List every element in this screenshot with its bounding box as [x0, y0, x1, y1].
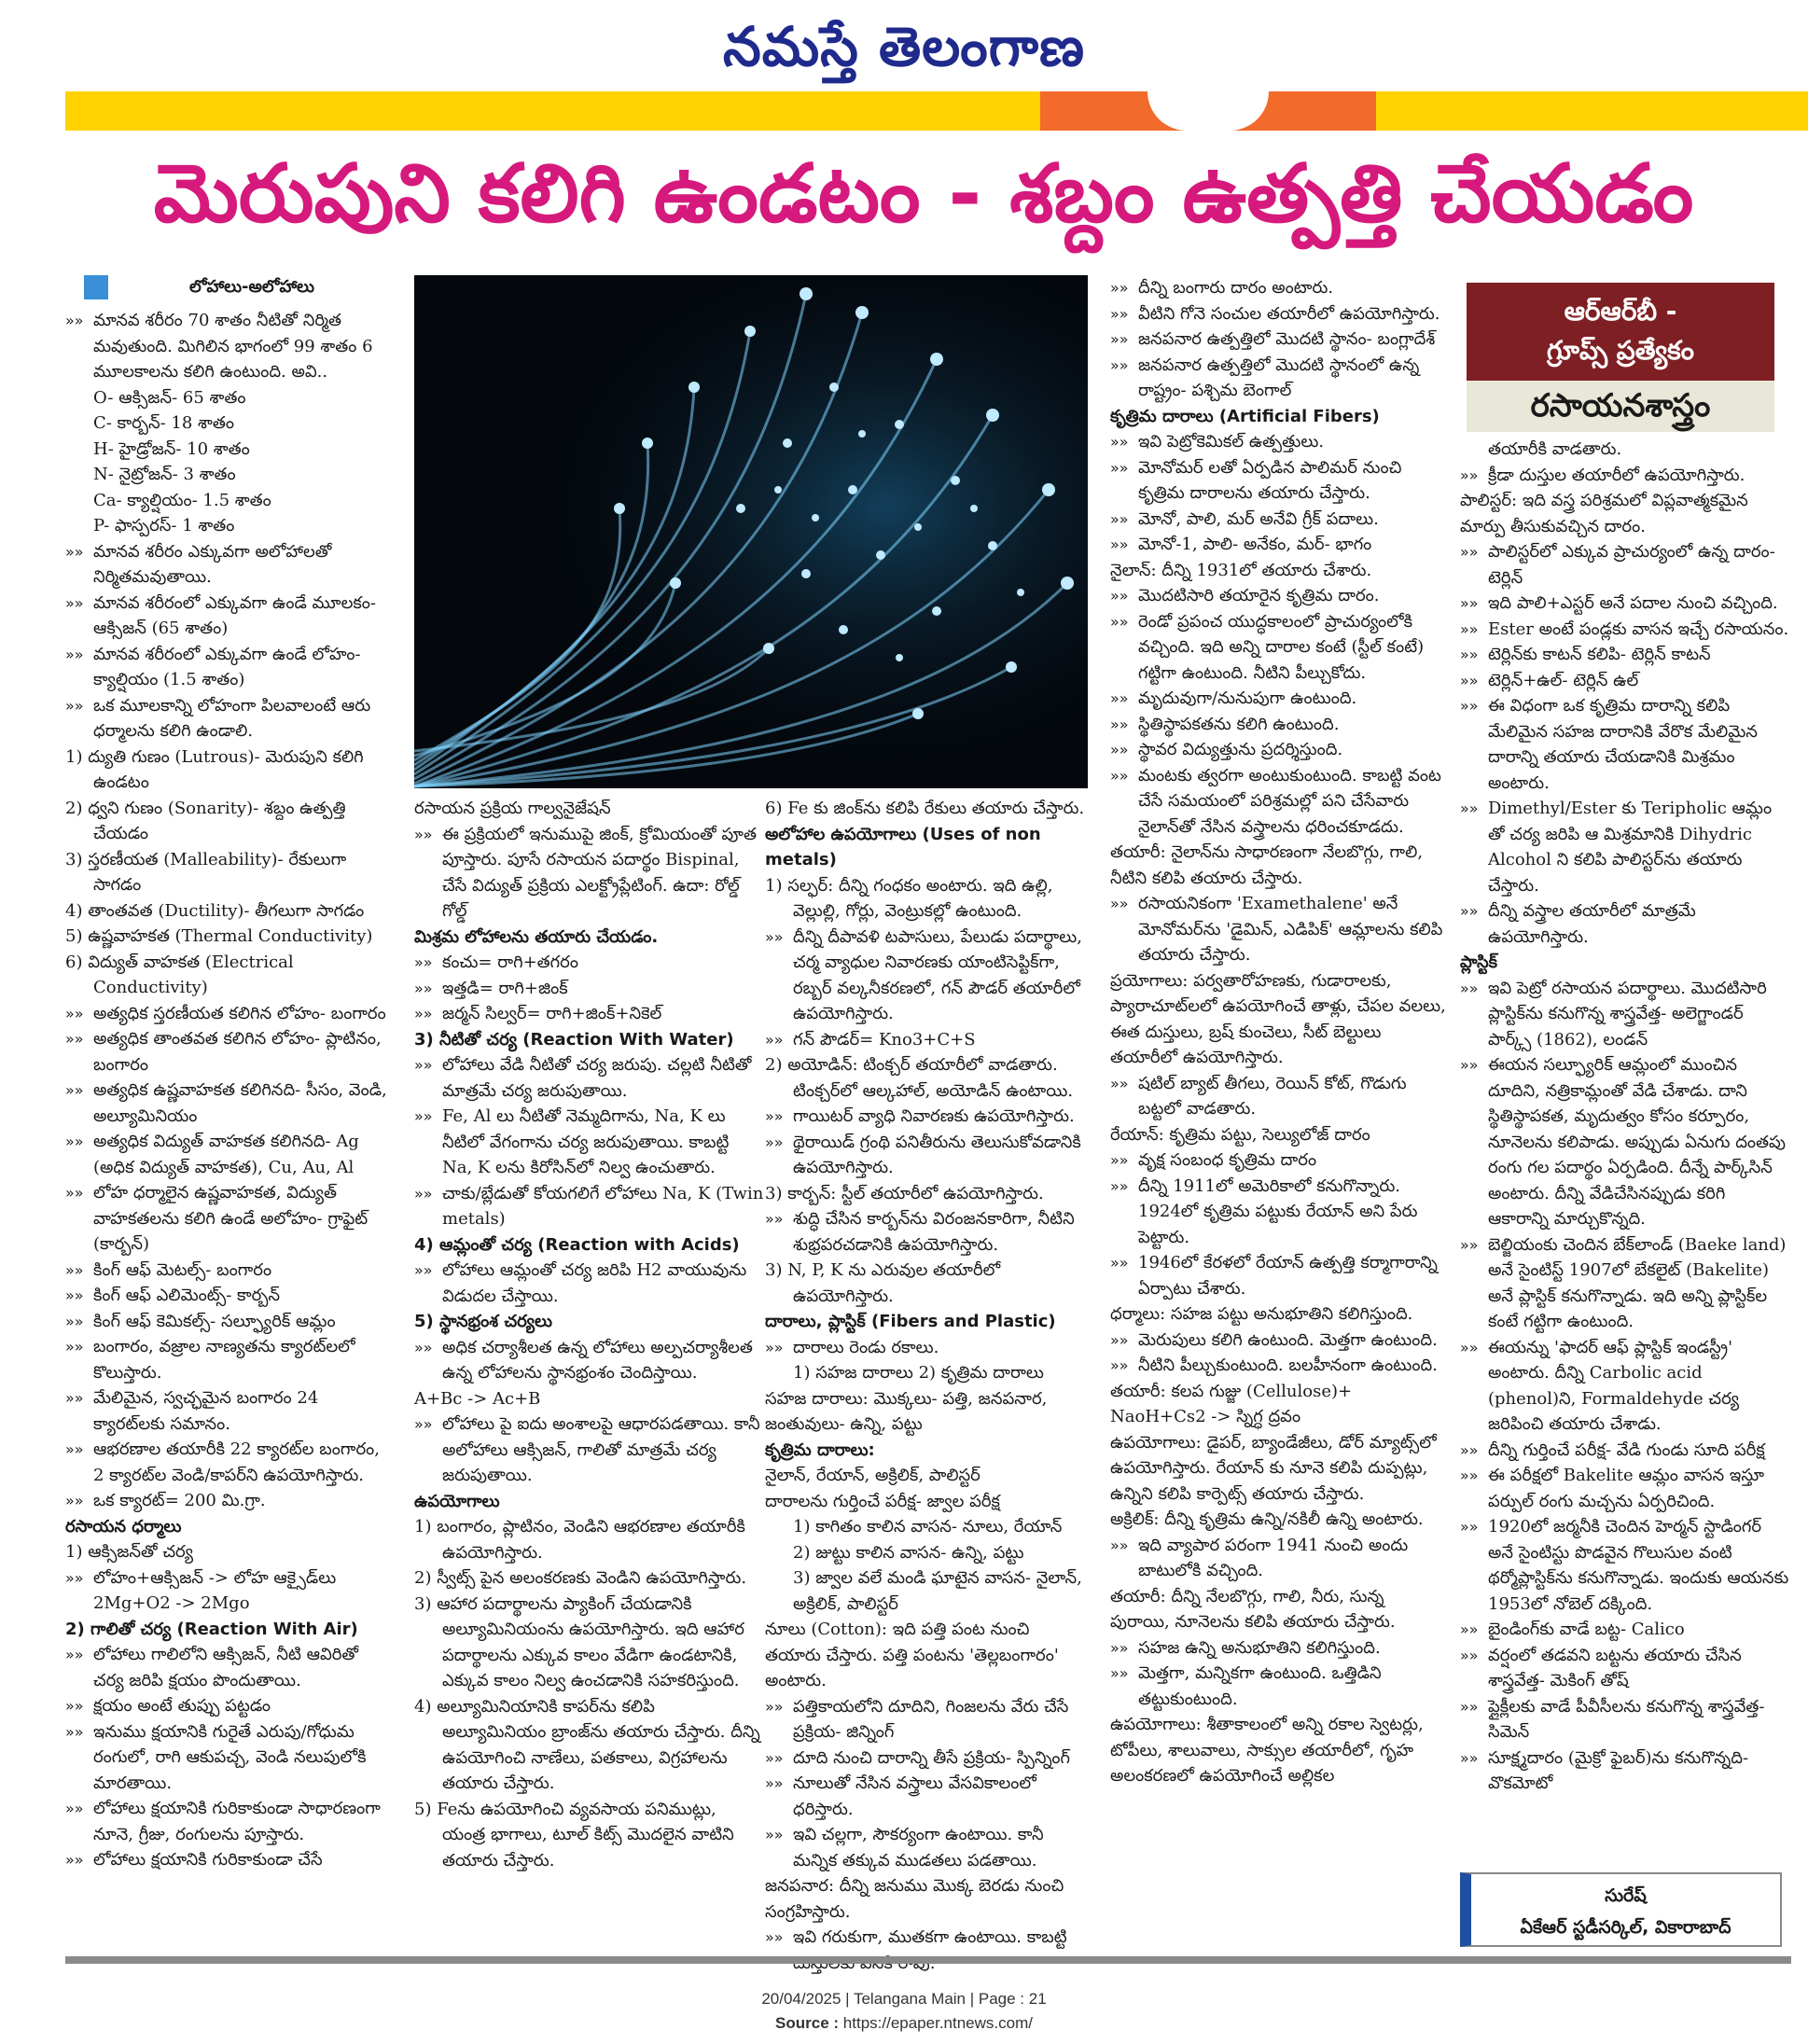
numbered-item: 4) అల్యూమినియానికి కాపర్‌ను కలిపి అల్యూమినియం బ్రాంజ్‌ను తయారు చేస్తారు. దీన్ని ఉపయోగించి నాణేలు, పతకాలు, విగ్రహాలను తయారు చేస్తారు. [414, 1696, 760, 1793]
bullet-item: »» దీన్ని వస్త్రాల తయారీలో మాత్రమే ఉపయోగిస్తారు. [1460, 898, 1791, 950]
subheading: అలోహాల ఉపయోగాలు (Uses of non metals) [765, 824, 1041, 869]
headline: మెరుపుని కలిగి ఉండటం - శబ్దం ఉత్పత్తి చేయడం [153, 147, 1694, 241]
bullet-item: »» ఒక మూలకాన్ని లోహంగా పిలవాలంటే ఆరు ధర్మాలను కలిగి ఉండాలి. [65, 693, 392, 744]
paragraph: రేయాన్: కృత్రిమ పట్టు, సెల్యులోజ్ దారం [1110, 1124, 1370, 1145]
bullet-item: »» బంగారం, వజ్రాల నాణ్యతను క్యారట్‌లలో కొలుస్తారు. [65, 1334, 392, 1385]
exam-badge [1467, 283, 1774, 432]
badge-subject: రసాయనశాస్త్రం [1467, 381, 1774, 432]
bullet-item: »» ఒక క్యారట్= 200 మి.గ్రా. [65, 1488, 392, 1514]
paragraph: సహజ దారాలు: మొక్కలు- పత్తి, జనపనార, జంతువులు- ఉన్ని, పట్టు [765, 1388, 1048, 1434]
bullet-item: »» వృక్ష సంబంధ కృత్రిమ దారం [1110, 1147, 1446, 1174]
bullet-item: »» థైరాయిడ్ గ్రంథి పనితీరును తెలుసుకోవడానికి ఉపయోగిస్తారు. [765, 1130, 1087, 1181]
bullet-item: »» లోహాలు క్షయానికి గురికాకుండా సాధారణంగా నూనె, గ్రీజు, రంగులను పూస్తారు. [65, 1796, 392, 1847]
paragraph: ఉపయోగాలు: డైపర్, బ్యాండేజీలు, డోర్ మ్యాట్స్‌లో ఉపయోగిస్తారు. రేయాన్ కు నూనె కలిపి దుప్పట్లు, ఉన్నిని కలిపి కార్పెట్స్ తయారు చేస్తారు. [1110, 1432, 1437, 1504]
bullet-item: »» ఇవి పెట్రో రసాయన పదార్థాలు. మొదటిసారి ప్లాస్టిక్‌ను కనుగొన్న శాస్త్రవేత్త- అలెగ్జాండర్ పార్క్స్ (1862), లండన్ [1460, 976, 1791, 1053]
bullet-item: »» మానవ శరీరంలో ఎక్కువగా ఉండే లోహం- క్యాల్షియం (1.5 శాతం) [65, 642, 392, 693]
bullet-item: »» సహజ ఉన్ని అనుభూతిని కలిగిస్తుంది. [1110, 1635, 1446, 1662]
footer-source-link[interactable]: https://epaper.ntnews.com/ [842, 2014, 1033, 2032]
paragraph: తయారీ: కలప గుజ్జు (Cellulose)+ NaoH+Cs2 -> స్నిగ్ధ ద్రవం [1110, 1381, 1353, 1426]
bullet-item: »» అత్యధిక స్తరణీయత కలిగిన లోహం- బంగారం [65, 1001, 392, 1027]
fiber-optic-photo [414, 275, 1088, 788]
paragraph: తయారీ: నైలాన్‌ను సాధారణంగా నేలబొగ్గు, గాలి, నీటిని కలిపి తయారు చేస్తారు. [1110, 842, 1424, 888]
subheading: రసాయన ధర్మాలు [65, 1516, 182, 1536]
bullet-item: »» సూక్ష్మదారం (మైక్రో ఫైబర్)ను కనుగొన్నది- వొకమోటో [1460, 1745, 1791, 1797]
footer-rule [65, 1956, 1791, 1964]
numbered-item: 4) తాంతవత (Ductility)- తీగలుగా సాగడం [65, 900, 365, 921]
bullet-item: »» ఈ పరీక్షలో Bakelite ఆమ్లం వాసన ఇస్తూ పర్పుల్ రంగు మచ్చను ఏర్పరిచింది. [1460, 1463, 1791, 1514]
bullet-item: »» ఈయన్ను 'ఫాదర్ ఆఫ్ ప్లాస్టిక్ ఇండస్ట్రీ' అంటారు. దీన్ని Carbolic acid (phenol)ని, Formaldehyde చర్య జరిపించి తయారు చేశాడు. [1460, 1335, 1791, 1438]
numbered-item: 1) ద్యుతి గుణం (Lutrous)- మెరుపుని కలిగి ఉండటం [65, 746, 364, 792]
badge-header [1467, 283, 1774, 381]
section-tag-marker [84, 275, 108, 299]
bullet-item: »» క్రీడా దుస్తుల తయారీలో ఉపయోగిస్తారు. [1460, 463, 1791, 489]
numbered-subheading: 3) నీటితో చర్య (Reaction With Water) [414, 1029, 734, 1050]
bullet-item: »» స్థావర విద్యుత్తును ప్రదర్శిస్తుంది. [1110, 737, 1446, 763]
section-tag: లోహాలు-అలోహాలు [188, 277, 315, 297]
bullet-item: »» షటిల్ బ్యాట్ తీగలు, రెయిన్ కోట్, గొడుగు బట్టలో వాడతారు. [1110, 1071, 1446, 1122]
bullet-item: »» ఇత్తడి= రాగి+జింక్ [414, 976, 764, 1002]
bullet-item: »» జనపనార ఉత్పత్తిలో మొదటి స్థానంలో ఉన్న రాష్ట్రం- పశ్చిమ బెంగాల్ [1110, 353, 1446, 404]
bullet-item: »» లోహాలు ఆమ్లంతో చర్య జరిపి H2 వాయువును విడుదల చేస్తాయి. [414, 1258, 764, 1309]
bullet-item: »» మృదువుగా/నునుపుగా ఉంటుంది. [1110, 686, 1446, 712]
bullet-item: »» ఈ ప్రక్రియలో ఇనుముపై జింక్, క్రోమియంతో పూత పూస్తారు. పూసే రసాయన పదార్థం Bispinal, చేసే విద్యుత్ ప్రక్రియ ఎలక్ట్రోప్లేటింగ్. ఉదా: రోల్డ్ గోల్డ్ [414, 822, 764, 925]
bullet-item: »» 1920లో జర్మనీకి చెందిన హెర్మన్ స్టాడింగర్ అనే సైంటిస్టు పొడవైన గొలుసుల వంటి థర్మోప్లాస్టిక్‌ను కనుగొన్నాడు. ఇందుకు ఆయనకు 1953లో నోబెల్ దక్కింది. [1460, 1514, 1791, 1617]
numbered-item: 2) స్వీట్స్ పైన అలంకరణకు వెండిని ఉపయోగిస్తారు. [414, 1568, 747, 1588]
paragraph: ఉపయోగాలు: శీతాకాలంలో అన్ని రకాల స్వెటర్లు, టోపీలు, శాలువాలు, సాక్సుల తయారీలో, గృహ అలంకరణలో ఉపయోగించే అల్లికల [1110, 1715, 1424, 1786]
bullet-item: »» 1946లో కేరళలో రేయాన్ ఉత్పత్తి కర్మాగారాన్ని ఏర్పాటు చేశారు. [1110, 1250, 1446, 1301]
bullet-item: »» నీటిని పీల్చుకుంటుంది. బలహీనంగా ఉంటుంది. [1110, 1353, 1446, 1379]
bullet-item: »» దీన్ని దీపావళి టపాసులు, పేలుడు పదార్థాలు, చర్మ వ్యాధుల నివారణకు యాంటిసెప్టిక్‌గా, రబ్బర్ వల్కనీకరణలో, గన్ పౌడర్ తయారీలో ఉపయోగిస్తారు. [765, 925, 1087, 1027]
masthead-logo: నమస్తే తెలంగాణ [723, 15, 1085, 78]
bullet-item: »» మానవ శరీరం ఎక్కువగా అలోహాలతో నిర్మితమవుతాయి. [65, 539, 392, 591]
paragraph: ప్రయోగాలు: పర్వతారోహణకు, గుడారాలకు, ప్యారాచూట్‌లలో ఉపయోగించే తాళ్లు, చేపల వలలు, ఈత దుస్తులు, బ్రష్ కుంచెలు, సీట్ బెల్టులు తయారీలో ఉపయోగిస్తారు. [1110, 970, 1446, 1067]
bullet-item: »» ఆభరణాల తయారీకి 22 క్యారట్‌ల బంగారం, 2 క్యారట్‌ల వెండి/కాపర్‌ని ఉపయోగిస్తారు. [65, 1437, 392, 1488]
bullet-item: »» బైండింగ్‌కు వాడే బట్ట- Calico [1460, 1617, 1791, 1643]
bullet-item: »» దీన్ని 1911లో అమెరికాలో కనుగొన్నారు. 1924లో కృత్రిమ పట్టుకు రేయాన్ అని పేరు పెట్టారు. [1110, 1174, 1446, 1251]
bullet-item: »» శుద్ధి చేసిన కార్బన్‌ను విరంజనకారిగా, నీటిని శుభ్రపరచడానికి ఉపయోగిస్తారు. [765, 1206, 1087, 1258]
paragraph: రసాయన ప్రక్రియ గాల్వనైజేషన్ [414, 799, 611, 818]
paragraph: నూలు (Cotton): ఇది పత్తి పంట నుంచి తయారు చేస్తారు. పత్తి పంటను 'తెల్లబంగారం' అంటారు. [765, 1620, 1059, 1690]
bullet-item: »» లోహాలు క్షయానికి గురికాకుండా చేసే [65, 1847, 392, 1873]
numbered-item: 5) ఉష్ణవాహకత (Thermal Conductivity) [65, 926, 373, 946]
bullet-item: »» నూలుతో నేసిన వస్త్రాలు వేసవికాలంలో ధరిస్తారు. [765, 1771, 1087, 1822]
bullet-item: »» మానవ శరీరంలో ఎక్కువగా ఉండే మూలకం- ఆక్సిజన్ (65 శాతం) [65, 591, 392, 642]
bullet-item: »» కింగ్ ఆఫ్ కెమికల్స్- సల్ఫ్యూరిక్ ఆమ్లం [65, 1309, 392, 1335]
bullet-item: »» మేలిమైన, స్వచ్ఛమైన బంగారం 24 క్యారట్‌లకు సమానం. [65, 1385, 392, 1437]
bullet-item: »» ఇనుము క్షయానికి గురైతే ఎరుపు/గోధుమ రంగులో, రాగి ఆకుపచ్చ, వెండి నలుపులోకి మారతాయి. [65, 1719, 392, 1797]
subheading: ఉపయోగాలు [414, 1491, 500, 1511]
bullet-item: »» మోనో-1, పాలి- అనేకం, మర్- భాగం [1110, 532, 1446, 558]
bullet-item: »» లోహాలు వేడి నీటితో చర్య జరుపు. చల్లటి నీటితో మాత్రమే చర్య జరుపుతాయి. [414, 1052, 764, 1104]
paragraph: దారాలను గుర్తించే పరీక్ష- జ్వాల పరీక్ష [765, 1491, 1000, 1511]
list-item: H- హైడ్రోజన్- 10 శాతం [93, 438, 250, 459]
paragraph: నైలాన్: దీన్ని 1931లో తయారు చేశారు. [1110, 560, 1372, 580]
paragraph: పాలిస్టర్: ఇది వస్త్ర పరిశ్రమలో విప్లవాత్మకమైన మార్పు తీసుకువచ్చిన దారం. [1460, 491, 1748, 536]
bullet-item: »» వీటిని గోనె సంచుల తయారీలో ఉపయోగిస్తారు. [1110, 301, 1446, 327]
bullet-item: »» మోనో, పాలి, మర్ అనేవి గ్రీక్ పదాలు. [1110, 507, 1446, 533]
bullet-item: »» టెర్లిన్+ఉల్- టెర్లిన్ ఉల్ [1460, 668, 1791, 694]
bullet-item: »» అత్యధిక ఉష్ణవాహకత కలిగినది- సీసం, వెండి, అల్యూమినియం [65, 1078, 392, 1129]
bullet-item: »» దీన్ని బంగారు దారం అంటారు. [1110, 275, 1446, 301]
bullet-item: »» ఈయన సల్ఫ్యూరిక్ ఆమ్లంలో ముంచిన దూదిని, నత్రికామ్లంతో వేడి చేశాడు. దాని స్థితిస్థాపకత, మృదుత్వం కోసం కర్పూరం, నూనెలను కలిపాడు. అప్పుడు ఏనుగు దంతపు రంగు గల పదార్థం ఏర్పడింది. దీన్నే పార్క్‌సిన్ అంటారు. దీన్ని వేడిచేసినప్పుడు కరిగి ఆకారాన్ని మార్చుకొన్నది. [1460, 1052, 1791, 1232]
bullet-item: »» టెర్లిన్‌కు కాటన్ కలిపి- టెర్లిన్ కాటన్ [1460, 642, 1791, 668]
bullet-item: »» కంచు= రాగి+తగరం [414, 950, 764, 976]
bullet-item: »» పత్తికాయలోని దూదిని, గింజలను వేరు చేసే ప్రక్రియ- జిన్నింగ్ [765, 1694, 1087, 1745]
subheading: కృత్రిమ దారాలు: [765, 1439, 875, 1460]
top-color-band [65, 91, 1808, 131]
column-4 [1110, 275, 1446, 1936]
footer-source-label: Source : [775, 2014, 840, 2032]
bullet-item: »» అధిక చర్యాశీలత ఉన్న లోహాలు అల్పచర్యాశీలత ఉన్న లోహాలను స్థానభ్రంశం చెందిస్తాయి. [414, 1335, 764, 1386]
bullet-item: »» Ester అంటే పండ్లకు వాసన ఇచ్చే రసాయనం. [1460, 617, 1791, 643]
numbered-item: 3) ఆహార పదార్థాలను ప్యాకింగ్ చేయడానికి అల్యూమినియంను ఉపయోగిస్తారు. ఇది ఆహార పదార్థాలను ఎక్కువ కాలం వేడిగా ఉండటానికి, ఎక్కువ కాలం నిల్వ ఉంచడానికి సహకరిస్తుంది. [414, 1593, 744, 1690]
bullet-item: »» గాయిటర్ వ్యాధి నివారణకు ఉపయోగిస్తారు. [765, 1104, 1087, 1130]
equation: 2Mg+O2 -> 2Mgo [93, 1593, 250, 1613]
author-box [1460, 1872, 1782, 1947]
bullet-item: »» Dimethyl/Ester కు Teripholic ఆమ్లం తో చర్య జరిపి ఆ మిశ్రమానికి Dihydric Alcohol ని కలిపి పాలిస్టర్‌ను తయారు చేస్తారు. [1460, 796, 1791, 898]
bullet-item: »» ప్లైక్లీలకు వాడే పీవీసీలను కనుగొన్న శాస్త్రవేత్త- సిమెన్ [1460, 1694, 1791, 1745]
column-2 [414, 796, 764, 1936]
bullet-item: »» బెల్జియంకు చెందిన బేక్‌లాండ్ (Baeke land) అనే సైంటిస్ట్ 1907లో బేకలైట్ (Bakelite) అనే ప్లాస్టిక్ కనుగొన్నాడు. ఇది అన్ని ప్లాస్టిక్‌ల కంటే గట్టిగా ఉంటుంది. [1460, 1232, 1791, 1335]
numbered-item: 6) Fe కు జింక్‌ను కలిపి రేకులు తయారు చేస్తారు. [765, 799, 1085, 818]
footer-source [0, 2011, 1808, 2036]
list-item: Ca- క్యాల్షియం- 1.5 శాతం [93, 490, 271, 510]
bullet-item: »» మంటకు త్వరగా అంటుకుంటుంది. కాబట్టి వంట చేసే సమయంలో పరిశ్రమల్లో పని చేసేవారు నైలాన్‌తో నేసిన వస్త్రాలను ధరించకూడదు. [1110, 763, 1446, 841]
bullet-item: »» ఇది వ్యాపార పరంగా 1941 నుంచి అందు బాటులోకి వచ్చింది. [1110, 1533, 1446, 1584]
numbered-item: 3) కార్బన్: స్టీల్ తయారీలో ఉపయోగిస్తారు. [765, 1183, 1044, 1203]
numbered-subheading: 5) స్థానభ్రంశ చర్యలు [414, 1312, 553, 1331]
bullet-item: »» అత్యధిక తాంతవత కలిగిన లోహం- ప్లాటినం, బంగారం [65, 1026, 392, 1078]
bullet-item: »» రసాయనికంగా 'Examethalene' అనే మోనోమర్‌ను 'డైమిన్, ఎడిపిక్' ఆమ్లాలను కలిపి తయారు చేస్తారు. [1110, 891, 1446, 968]
subheading: మిశ్రమ లోహాలను తయారు చేయడం. [414, 926, 659, 947]
author-name: సురేష్ [1605, 1885, 1647, 1906]
bullet-item: »» అత్యధిక విద్యుత్ వాహకత కలిగినది- Ag (అధిక విద్యుత్ వాహకత), Cu, Au, Al [65, 1129, 392, 1180]
bullet-item: »» కింగ్ ఆఫ్ ఎలిమెంట్స్- కార్బన్ [65, 1283, 392, 1309]
bullet-item: »» స్థితిస్థాపకతను కలిగి ఉంటుంది. [1110, 712, 1446, 738]
list-item: P- ఫాస్పరస్- 1 శాతం [93, 516, 235, 535]
list-item: 3) జ్వాల వలే మండి ఘాటైన వాసన- నైలాన్, అక్రిలిక్, పాలిస్టర్ [793, 1568, 1082, 1614]
section-tag-box [65, 275, 392, 303]
numbered-item: 5) Feను ఉపయోగించి వ్యవసాయ పనిముట్లు, యంత్ర భాగాలు, టూల్ కిట్స్ మొదలైన వాటిని తయారు చేస్తారు. [414, 1799, 734, 1870]
bullet-item: »» మొదటిసారి తయారైన కృత్రిమ దారం. [1110, 583, 1446, 609]
subheading: ప్లాస్టిక్ [1460, 952, 1498, 972]
paragraph: ధర్మాలు: సహజ పట్టు అనుభూతిని కలిగిస్తుంది. [1110, 1304, 1413, 1324]
list-item: 2) జుట్టు కాలిన వాసన- ఉన్ని, పట్టు [793, 1542, 1024, 1563]
bullet-item: »» లోహాలు గాలిలోని ఆక్సిజన్, నీటి ఆవిరితో చర్య జరిపి క్షయం పొందుతాయి. [65, 1642, 392, 1693]
bullet-item: »» లోహం+ఆక్సిజన్ -> లోహ ఆక్సైడ్‌లు [65, 1565, 392, 1592]
bullet-item: »» పాలిస్టర్‌లో ఎక్కువ ప్రాచుర్యంలో ఉన్న దారం- టెర్లిన్ [1460, 539, 1791, 591]
bullet-item: »» దీన్ని గుర్తించే పరీక్ష- వేడి గుండు సూది పరీక్ష [1460, 1438, 1791, 1464]
bullet-item: »» కింగ్ ఆఫ్ మెటల్స్- బంగారం [65, 1258, 392, 1284]
bullet-item: »» ఇది పాలి+ఎస్టర్ అనే పదాల నుంచి వచ్చింది. [1460, 591, 1791, 617]
badge-line-2: గ్రూప్స్ ప్రత్యేకం [1546, 335, 1694, 366]
bullet-item: »» చాకు/బ్లేడుతో కోయగలిగే లోహాలు Na, K (Twin metals) [414, 1181, 764, 1232]
bullet-item: »» మెరుపులు కలిగి ఉంటుంది. మెత్తగా ఉంటుంది. [1110, 1328, 1446, 1354]
numbered-item: 6) విద్యుత్ వాహకత (Electrical Conductivity) [65, 952, 294, 997]
bullet-item: »» ఈ విధంగా ఒక కృత్రిమ దారాన్ని కలిపి మేలిమైన సహజ దారానికి వేరొక మేలిమైన దారాన్ని తయారు చేయడానికి మిశ్రమం అంటారు. [1460, 693, 1791, 796]
numbered-item: 3) N, P, K ను ఎరువుల తయారీలో ఉపయోగిస్తారు. [765, 1260, 1001, 1306]
paragraph: »» మానవ శరీరం 70 శాతం నీటితో నిర్మిత మవుతుంది. మిగిలిన భాగంలో 99 శాతం 6 మూలకాలను కలిగి ఉంటుంది. అవి.. [65, 308, 392, 385]
list-item: N- నైట్రోజన్- 3 శాతం [93, 465, 236, 484]
paragraph: అక్రిలిక్: దీన్ని కృత్రిమ ఉన్ని/నకిలీ ఉన్ని అంటారు. [1110, 1509, 1424, 1529]
bullet-item: »» దారాలు రెండు రకాలు. [765, 1335, 1087, 1361]
numbered-item: 2) అయోడిన్: టింక్చర్ తయారీలో వాడతారు. టింక్చర్‌లో ఆల్కహాల్, అయోడిన్ ఉంటాయి. [765, 1055, 1074, 1101]
numbered-subheading: 2) గాలితో చర్య (Reaction With Air) [65, 1619, 358, 1639]
bullet-item: »» Fe, Al లు నీటితో నెమ్మదిగాను, Na, K లు నీటిలో వేగంగాను చర్య జరుపుతాయి. కాబట్టి Na, K లను కిరోసిన్‌లో నిల్వ ఉంచుతారు. [414, 1104, 764, 1181]
bullet-item: »» ఇవి గరుకుగా, ముతకగా ఉంటాయి. కాబట్టి [765, 1925, 1087, 1976]
list-item: 1) సహజ దారాలు 2) కృత్రిమ దారాలు [793, 1363, 1044, 1383]
badge-line-1: ఆర్‌ఆర్‌బీ - [1564, 296, 1677, 327]
bullet-item: »» క్షయం అంటే తుప్పు పట్టడం [65, 1693, 392, 1719]
paragraph: జనపనార: దీన్ని జనుము మొక్క బెరడు నుంచి సంగ్రహిస్తారు. [765, 1876, 1064, 1922]
numbered-item: 1) ఆక్సిజన్‌తో చర్య [65, 1542, 193, 1562]
numbered-item: 2) ధ్వని గుణం (Sonarity)- శబ్దం ఉత్పత్తి చేయడం [65, 798, 346, 843]
author-affiliation: ఏకేఆర్ స్టడీసర్కిల్, వికారాబాద్ [1520, 1917, 1732, 1938]
bullet-item: »» దూది నుంచి దారాన్ని తీసే ప్రక్రియ- స్పిన్నింగ్ [765, 1745, 1087, 1772]
bullet-item: »» లోహాలు పై ఐదు అంశాలపై ఆధారపడతాయి. కానీ అలోహాలు ఆక్సిజన్, గాలితో మాత్రమే చర్య జరుపుతాయి. [414, 1411, 764, 1489]
column-1 [65, 308, 392, 1936]
bullet-item: »» జర్మన్ సిల్వర్= రాగి+జింక్+నికెల్ [414, 1001, 764, 1027]
numbered-item: 3) స్తరణీయత (Malleability)- రేకులుగా సాగడం [65, 849, 347, 895]
equation: A+Bc -> Ac+B [414, 1388, 541, 1409]
subheading: కృత్రిమ దారాలు (Artificial Fibers) [1110, 406, 1380, 426]
bullet-item: »» లోహ ధర్మాలైన ఉష్ణవాహకత, విద్యుత్ వాహకతలను కలిగి ఉండే అలోహం- గ్రాఫైట్ (కార్బన్) [65, 1180, 392, 1258]
bullet-item: »» మోనోమర్ లతో ఏర్పడిన పాలిమర్ నుంచి కృత్రిమ దారాలను తయారు చేస్తారు. [1110, 455, 1446, 507]
list-item: O- ఆక్సిజన్- 65 శాతం [93, 387, 246, 408]
footer-edition: 20/04/2025 | Telangana Main | Page : 21 [761, 1990, 1047, 2008]
list-item: 1) కాగితం కాలిన వాసన- నూలు, రేయాన్ [793, 1517, 1063, 1536]
numbered-subheading: 4) ఆమ్లంతో చర్య (Reaction with Acids) [414, 1234, 740, 1255]
numbered-item: 1) బంగారం, ప్లాటినం, వెండిని ఆభరణాల తయారీకి ఉపయోగిస్తారు. [414, 1517, 745, 1563]
bullet-item: »» గన్ పౌడర్= Kno3+C+S [765, 1027, 1087, 1053]
paragraph: తయారీ: దీన్ని నేలబొగ్గు, గాలి, నీరు, సున్న పురాయి, నూనెలను కలిపి తయారు చేస్తారు. [1110, 1586, 1396, 1632]
column-3 [765, 796, 1087, 1947]
column-5 [1460, 437, 1791, 1845]
numbered-item: 1) సల్ఫర్: దీన్ని గంధకం అంటారు. ఇది ఉల్లి, వెల్లుల్లి, గోర్లు, వెంట్రుకల్లో ఉంటుంది. [765, 875, 1053, 921]
paragraph: నైలాన్, రేయాన్, అక్రిలిక్, పాలిస్టర్ [765, 1466, 980, 1485]
bullet-item: »» మెత్తగా, మన్నికగా ఉంటుంది. ఒత్తిడిని తట్టుకుంటుంది. [1110, 1661, 1446, 1712]
list-item: తయారీకి వాడతారు. [1488, 439, 1622, 459]
bullet-item: »» వర్షంలో తడవని బట్టను తయారు చేసిన శాస్త్రవేత్త- మెకింగ్ తోష్ [1460, 1643, 1791, 1694]
fiber-optic-illustration [414, 275, 1088, 788]
page-footer [0, 1987, 1808, 2036]
bullet-item: »» జనపనార ఉత్పత్తిలో మొదటి స్థానం- బంగ్లాదేశ్ [1110, 327, 1446, 353]
bullet-item: »» ఇవి పెట్రోకెమికల్ ఉత్పత్తులు. [1110, 429, 1446, 455]
bullet-item: »» ఇవి చల్లగా, సౌకర్యంగా ఉంటాయి. కానీ మన్నిక తక్కువ ముడతలు పడతాయి. [765, 1822, 1087, 1873]
list-item: C- కార్బన్- 18 శాతం [93, 413, 235, 433]
bullet-item: »» రెండో ప్రపంచ యుద్ధకాలంలో ప్రాచుర్యంలోకి వచ్చింది. ఇది అన్ని దారాల కంటే (స్టీల్ కంటే) గట్టిగా ఉంటుంది. నీటిని పీల్చుకోదు. [1110, 609, 1446, 687]
subheading: దారాలు, ప్లాస్టిక్ (Fibers and Plastic) [765, 1312, 1056, 1331]
